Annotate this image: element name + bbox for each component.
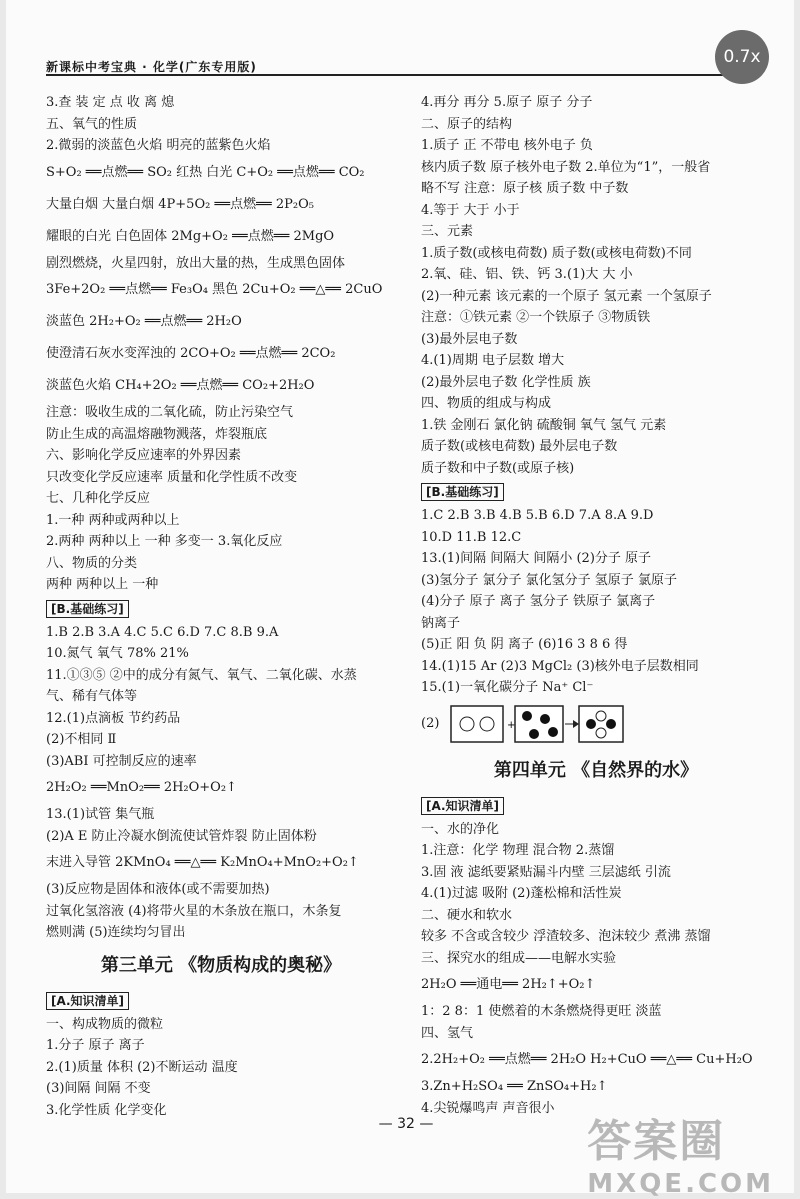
unit-title: 第四单元 《自然界的水》: [493, 759, 699, 781]
section-heading: 一、水的净化: [421, 821, 500, 837]
knowledge-label: [A.知识清单]: [421, 797, 504, 815]
text-line: 1.质子 正 不带电 核外电子 负: [421, 138, 593, 153]
book-header: 新课标中考宝典 · 化学(广东专用版): [46, 60, 257, 74]
text-line: 注意：①铁元素 ②一个铁原子 ③物质铁: [421, 310, 651, 325]
equation-line: 2.2H₂+O₂ ══点燃══ 2H₂O H₂+CuO ══△══ Cu+H₂O: [421, 1052, 753, 1067]
diagram-label: (2): [421, 715, 440, 731]
section-heading: 二、硬水和软水: [421, 907, 513, 923]
section-heading: 三、元素: [421, 224, 474, 239]
section-heading: 七、几种化学反应: [46, 491, 151, 506]
equation-line: S+O₂ ══点燃══ SO₂ 红热 白光 C+O₂ ══点燃══ CO₂: [46, 164, 365, 180]
page-number: — 32 —: [378, 1116, 434, 1132]
atom-black: [606, 719, 616, 729]
left-column: [46, 92, 396, 1121]
box-before: [451, 706, 503, 742]
atom-white: [480, 717, 494, 731]
text-line: 2.微弱的淡蓝色火焰 明亮的蓝紫色火焰: [46, 138, 271, 153]
section-heading: 四、物质的组成与构成: [421, 396, 552, 411]
equation-line: 3.Zn+H₂SO₄ ══ ZnSO₄+H₂↑: [421, 1079, 608, 1094]
equation-line: 2H₂O₂ ══MnO₂══ 2H₂O+O₂↑: [46, 780, 237, 795]
text-line: 两种 两种以上 一种: [46, 577, 159, 592]
answer-line: (2)A E 防止冷凝水倒流使试管炸裂 防止固体粉: [46, 828, 317, 844]
zoom-indicator[interactable]: 0.7x: [715, 30, 769, 84]
equation-line: 末进入导管 2KMnO₄ ══△══ K₂MnO₄+MnO₂+O₂↑: [46, 855, 359, 870]
answer-line: 15.(1)一氧化碳分子 Na⁺ Cl⁻: [421, 680, 594, 695]
plus-sign: +: [507, 719, 516, 731]
text-line: 防止生成的高温熔融物溅落，炸裂瓶底: [46, 426, 268, 442]
text-line: 1.铁 金刚石 氯化钠 硫酸铜 氧气 氢气 元素: [421, 417, 667, 433]
section-heading: 八、物质的分类: [46, 555, 138, 571]
text-line: 3.固 液 滤纸要紧贴漏斗内壁 三层滤纸 引流: [421, 864, 671, 880]
answer-line: 气、稀有气体等: [46, 689, 138, 704]
text-line: (2)一种元素 该元素的一个原子 氢元素 一个氢原子: [421, 288, 712, 304]
text-line: 剧烈燃烧，火星四射，放出大量的热，生成黑色固体: [46, 255, 346, 271]
answer-line: (5)正 阳 负 阴 离子 (6)16 3 8 6 得: [421, 637, 628, 652]
knowledge-label: [A.知识清单]: [46, 992, 129, 1010]
atom-black: [586, 719, 596, 729]
text-line: (3)最外层电子数: [421, 331, 518, 347]
text-line: 2.(1)质量 体积 (2)不断运动 温度: [46, 1059, 238, 1075]
text-line: 1.注意：化学 物理 混合物 2.蒸馏: [421, 843, 615, 858]
answer-line: (2)不相同 Ⅱ: [46, 732, 117, 747]
answer-line: 钠离子: [421, 615, 461, 631]
answer-line: (3)反应物是固体和液体(或不需要加热): [46, 882, 270, 897]
text-line: 2.两种 两种以上 一种 多变一 3.氧化反应: [46, 534, 283, 549]
box-middle: [515, 706, 563, 742]
answer-line: 1.B 2.B 3.A 4.C 5.C 6.D 7.C 8.B 9.A: [46, 624, 279, 640]
text-line: 1.质子数(或核电荷数) 质子数(或核电荷数)不同: [421, 245, 692, 261]
arrow-head: [573, 720, 579, 728]
equation-line: 2H₂O ══通电══ 2H₂↑+O₂↑: [421, 977, 596, 992]
practice-label: [B.基础练习]: [421, 483, 504, 501]
text-line: 质子数和中子数(或原子核): [421, 460, 575, 476]
section-heading: 四、氢气: [421, 1025, 474, 1041]
equation-line: 大量白烟 大量白烟 4P+5O₂ ══点燃══ 2P₂O₅: [46, 196, 314, 212]
text-line: 注意：吸收生成的二氧化硫，防止污染空气: [46, 405, 294, 420]
text-line: 质子数(或核电荷数) 最外层电子数: [421, 439, 618, 454]
text-line: 4.(1)周期 电子层数 增大: [421, 353, 565, 368]
text-line: 略不写 注意：原子核 质子数 中子数: [421, 181, 629, 196]
section-heading: 五、氧气的性质: [46, 116, 138, 132]
answer-line: 1.C 2.B 3.B 4.B 5.B 6.D 7.A 8.A 9.D: [421, 508, 654, 523]
page: [6, 0, 794, 1199]
text-line: 只改变化学反应速率 质量和化学性质不改变: [46, 469, 298, 485]
text-line: (3)间隔 间隔 不变: [46, 1081, 151, 1096]
molecule-diagram: [421, 699, 771, 749]
answer-line: 14.(1)15 Ar (2)3 MgCl₂ (3)核外电子层数相同: [421, 658, 699, 674]
text-line: 核内质子数 原子核外电子数 2.单位为“1”，一般省: [421, 159, 711, 175]
answer-line: (3)ABI 可控制反应的速率: [46, 753, 197, 769]
text-line: 2.氧、硅、铝、铁、钙 3.(1)大 大 小: [421, 267, 633, 282]
atom-black: [548, 727, 558, 737]
text-line: 较多 不含或含较少 浮渣较多、泡沫较少 煮沸 蒸馏: [421, 929, 711, 944]
text-line: 4.(1)过滤 吸附 (2)蓬松棉和活性炭: [421, 886, 622, 901]
atom-black: [540, 714, 550, 724]
right-column: [421, 92, 771, 1119]
text-line: 1：2 8：1 使燃着的木条燃烧得更旺 淡蓝: [421, 1004, 662, 1019]
atom-black: [522, 711, 532, 721]
equation-line: 耀眼的白光 白色固体 2Mg+O₂ ══点燃══ 2MgO: [46, 228, 335, 244]
answer-line: (3)氢分子 氯分子 氯化氢分子 氢原子 氯原子: [421, 572, 677, 588]
equation-line: 淡蓝色 2H₂+O₂ ══点燃══ 2H₂O: [46, 314, 242, 329]
equation-line: 使澄清石灰水变浑浊的 2CO+O₂ ══点燃══ 2CO₂: [46, 346, 336, 361]
particle-model-svg: [445, 702, 625, 746]
text-line: 3.化学性质 化学变化: [46, 1102, 167, 1118]
text-line: 4.等于 大于 小于: [421, 202, 520, 218]
answer-line: 燃则满 (5)连续均匀冒出: [46, 925, 186, 940]
atom-black: [529, 729, 539, 739]
answer-line: 11.①③⑤ ②中的成分有氮气、氧气、二氧化碳、水蒸: [46, 667, 357, 683]
answer-line: (4)分子 原子 离子 氢分子 铁原子 氯离子: [421, 594, 656, 609]
text-line: 1.一种 两种或两种以上: [46, 512, 180, 528]
watermark-text: 答案圈: [587, 1116, 726, 1167]
practice-label: [B.基础练习]: [46, 600, 129, 618]
answer-line: 10.D 11.B 12.C: [421, 529, 522, 545]
header-divider: [46, 74, 754, 76]
text-line: 4.尖锐爆鸣声 声音很小: [421, 1100, 555, 1116]
answer-line: 13.(1)试管 集气瓶: [46, 807, 155, 822]
atom-white: [596, 711, 606, 721]
unit-title: 第三单元 《物质构成的奥秘》: [100, 954, 342, 976]
section-heading: 一、构成物质的微粒: [46, 1016, 164, 1032]
equation-line: 3Fe+2O₂ ══点燃══ Fe₃O₄ 黑色 2Cu+O₂ ══△══ 2CuO: [46, 282, 383, 297]
text-line: (2)最外层电子数 化学性质 族: [421, 374, 591, 390]
equation-line: 淡蓝色火焰 CH₄+2O₂ ══点燃══ CO₂+2H₂O: [46, 378, 315, 393]
text-line: 4.再分 再分 5.原子 原子 分子: [421, 95, 593, 110]
text-line: 1.分子 原子 离子: [46, 1038, 145, 1053]
atom-white: [596, 728, 606, 738]
atom-white: [460, 717, 474, 731]
section-heading: 三、探究水的组成——电解水实验: [421, 950, 617, 966]
section-heading: 二、原子的结构: [421, 116, 513, 132]
watermark-url: MXQE.COM: [587, 1169, 774, 1199]
answer-line: 12.(1)点滴板 节约药品: [46, 710, 181, 726]
answer-line: 10.氮气 氧气 78% 21%: [46, 646, 189, 661]
answer-line: 13.(1)间隔 间隔大 间隔小 (2)分子 原子: [421, 551, 652, 566]
watermark: [587, 1105, 774, 1199]
text-line: 3.查 装 定 点 收 离 熄: [46, 95, 175, 110]
section-heading: 六、影响化学反应速率的外界因素: [46, 448, 242, 463]
answer-line: 过氧化氢溶液 (4)将带火星的木条放在瓶口，木条复: [46, 903, 342, 919]
